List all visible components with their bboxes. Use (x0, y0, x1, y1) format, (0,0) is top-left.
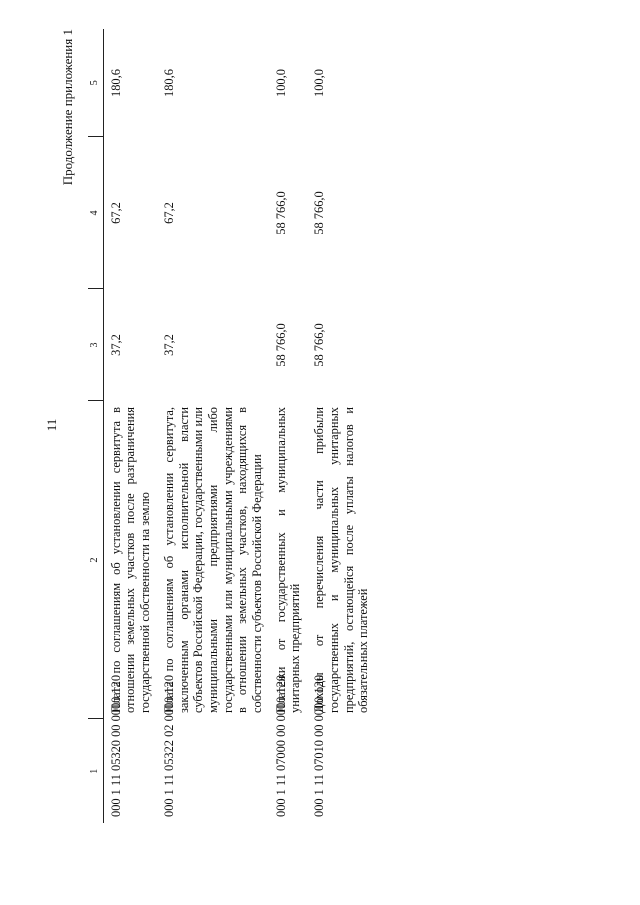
plan-value: 58 766,0 (273, 323, 288, 367)
fact-value: 58 766,0 (273, 191, 288, 235)
column-number-row (88, 29, 103, 823)
column-header: 5 (88, 29, 103, 137)
budget-code: 000 1 11 07010 00 0000 120 (312, 674, 327, 817)
table-row (307, 29, 375, 823)
revenue-name: Платежи от государственных и муниципальных унитарных предприятий (273, 407, 303, 713)
fact-value: 67,2 (161, 202, 176, 224)
table-row (103, 29, 157, 823)
appendix-continuation-note: Продолжение приложения 1 (60, 29, 75, 186)
plan-value: 58 766,0 (312, 323, 327, 367)
revenue-table (88, 29, 375, 823)
percent-value: 180,6 (161, 69, 176, 97)
revenue-name: Плата по соглашениям об установлении сервитута в отношении земельных участков после разграничения государственной собственности на землю (108, 407, 153, 713)
plan-value: 37,2 (161, 334, 176, 356)
plan-value: 37,2 (108, 334, 123, 356)
percent-value: 100,0 (273, 69, 288, 97)
column-header: 1 (88, 719, 103, 823)
fact-value: 67,2 (108, 202, 123, 224)
percent-value: 180,6 (108, 69, 123, 97)
budget-code: 000 1 11 05322 02 0000 120 (161, 674, 176, 817)
budget-code: 000 1 11 05320 00 0000 120 (108, 674, 123, 817)
column-header: 4 (88, 137, 103, 289)
table-row (157, 29, 269, 823)
revenue-name: Доходы от перечисления части прибыли государственных и муниципальных унитарных предприятий, остающейся после уплаты налогов и обязательных платежей (312, 407, 371, 713)
budget-code: 000 1 11 07000 00 0000 120 (273, 674, 288, 817)
column-header: 3 (88, 289, 103, 401)
page-number: 11 (44, 418, 59, 432)
percent-value: 100,0 (312, 69, 327, 97)
table-row (269, 29, 307, 823)
column-header: 2 (88, 401, 103, 719)
fact-value: 58 766,0 (312, 191, 327, 235)
revenue-name: Плата по соглашениям об установлении сервитута, заключенным органами исполнительной власти субъектов Российской Федерации, государственными или муниципальными предприятиями либо государственными или муниципальными учреждениями в отношении земельных участков, находящихся в собственности субъектов Российской Федерации (161, 407, 265, 713)
